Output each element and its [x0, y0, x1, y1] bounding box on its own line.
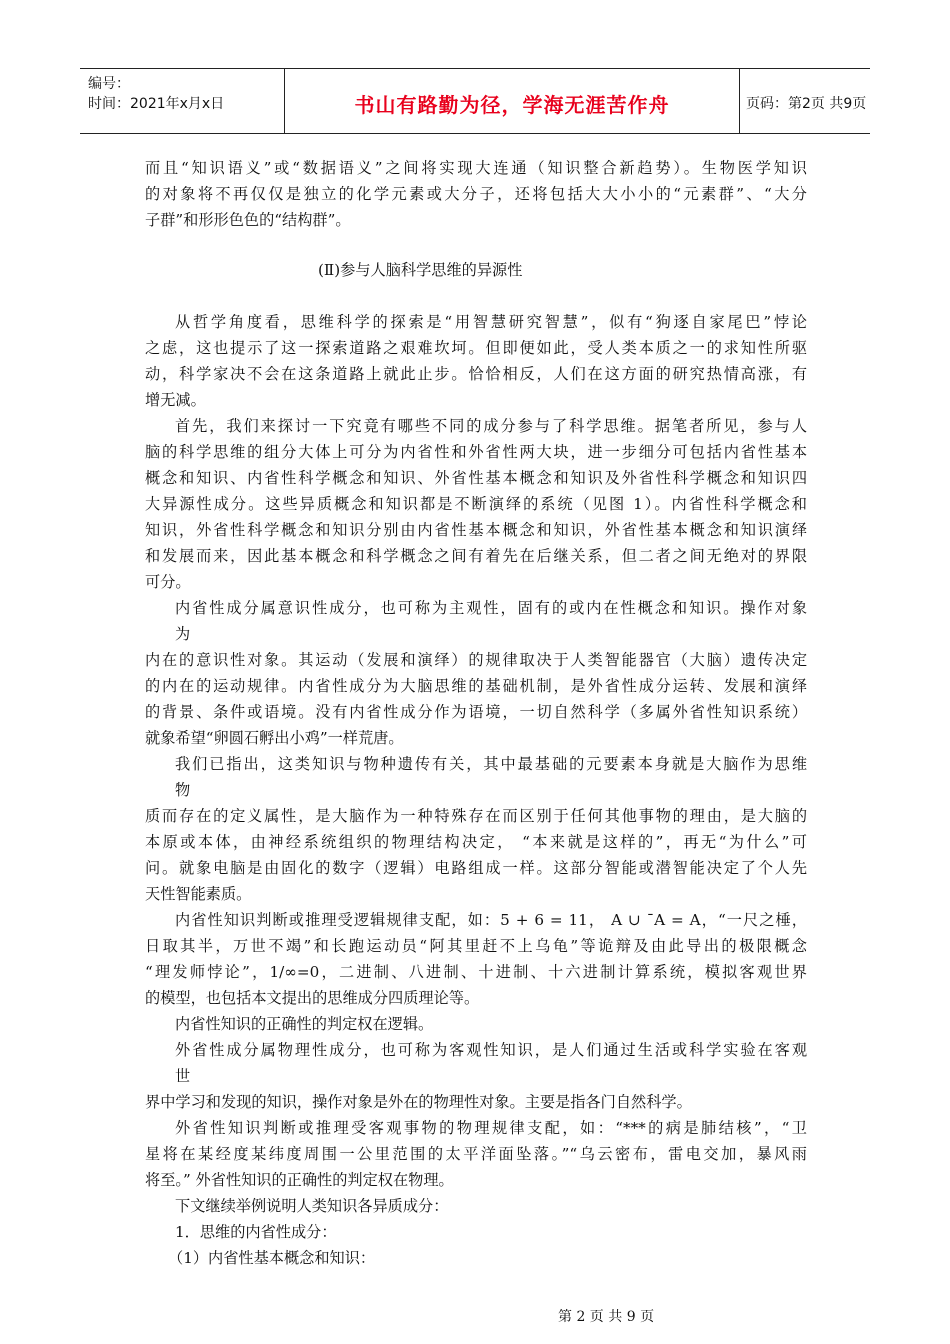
page-header	[80, 68, 870, 134]
text-line: 的内在的运动规律。内省性成分为大脑思维的基础机制，是外省性成分运转、发展和演绎	[145, 677, 807, 695]
text-line: 内在的意识性对象。其运动（发展和演绎）的规律取决于人类智能器官（大脑）遗传决定	[145, 651, 807, 669]
header-page-label: 页码：第2页 共9页	[746, 96, 867, 112]
text-line: 外省性知识判断或推理受客观事物的物理规律支配，如：“***的病是肺结核”，“卫	[175, 1119, 807, 1137]
text-line: 我们已指出，这类知识与物种遗传有关，其中最基础的元要素本身就是大脑作为思维	[175, 755, 807, 773]
header-motto: 书山有路勤为径，学海无涯苦作舟	[354, 93, 670, 117]
text-line: 之虑，这也提示了这一探索道路之艰难坎坷。但即便如此，受人类本质之一的求知性所驱	[145, 339, 807, 357]
text-line: 本原或本体，由神经系统组织的物理结构决定， “本来就是这样的”，再无“为什么”可	[145, 833, 807, 851]
text-line: 的模型，也包括本文提出的思维成分四质理论等。	[145, 989, 480, 1007]
text-line: 内省性成分属意识性成分，也可称为主观性，固有的或内在性概念和知识。操作对象	[175, 599, 807, 617]
text-line: 将至。” 外省性知识的正确性的判定权在物理。	[145, 1171, 454, 1189]
text-line: 为	[175, 625, 191, 643]
text-line: 首先，我们来探讨一下究竟有哪些不同的成分参与了科学思维。据笔者所见，参与人	[175, 417, 807, 435]
text-line: 脑的科学思维的组分大体上可分为内省性和外省性两大块，进一步细分可包括内省性基本	[145, 443, 807, 461]
text-line: 天性智能素质。	[145, 885, 252, 903]
text-line: 增无减。	[145, 391, 206, 409]
text-line: 下文继续举例说明人类知识各异质成分：	[175, 1197, 449, 1215]
text-line: 动，科学家决不会在这条道路上就此止步。恰恰相反，人们在这方面的研究热情高涨，有	[145, 365, 807, 383]
list-heading: 1．思维的内省性成分：	[175, 1223, 337, 1241]
text-line: “理发师悖论”，1/∞=0，二进制、八进制、十进制、十六进制计算系统，模拟客观世界	[145, 963, 807, 981]
text-line: 可分。	[145, 573, 191, 591]
header-meta-cell	[80, 69, 284, 133]
document-number-label: 编号：	[88, 76, 130, 92]
text-line: 和发展而来，因此基本概念和科学概念之间有着先在后继关系，但二者之间无绝对的界限	[145, 547, 807, 565]
text-line: 大异源性成分。这些异质概念和知识都是不断演绎的系统（见图 1）。内省性科学概念和	[145, 495, 807, 513]
text-line: 从哲学角度看，思维科学的探索是“用智慧研究智慧”，似有“狗逐自家尾巴”悖论	[175, 313, 807, 331]
header-page-cell	[738, 69, 870, 133]
text-line: 概念和知识、内省性科学概念和知识、外省性基本概念和知识及外省性科学概念和知识四	[145, 469, 807, 487]
text-line: 的对象将不再仅仅是独立的化学元素或大分子，还将包括大大小小的“元素群”、“大分	[145, 185, 807, 203]
header-motto-cell	[284, 69, 740, 133]
text-line: 日取其半，万世不竭”和长跑运动员“阿其里赶不上乌龟”等诡辩及由此导出的极限概念	[145, 937, 807, 955]
text-line: 的背景、条件或语境。没有内省性成分作为语境，一切自然科学（多属外省性知识系统）	[145, 703, 807, 721]
text-line: 内省性知识的正确性的判定权在逻辑。	[175, 1015, 434, 1033]
text-line: 质而存在的定义属性，是大脑作为一种特殊存在而区别于任何其他事物的理由，是大脑的	[145, 807, 807, 825]
document-time-label: 时间：2021年x月x日	[88, 96, 225, 112]
text-line: 而且“知识语义”或“数据语义”之间将实现大连通（知识整合新趋势）。生物医学知识	[145, 159, 807, 177]
text-line: 子群”和形形色色的“结构群”。	[145, 211, 351, 229]
text-line: 内省性知识判断或推理受逻辑规律支配，如：5 + 6 = 11， A ∪ ˉA = A，“一尺之棰，	[175, 911, 807, 929]
text-line: 星将在某经度某纬度周围一公里范围的太平洋面坠落。”“乌云密布，雷电交加，暴风雨	[145, 1145, 807, 1163]
section-heading: (Ⅱ)参与人脑科学思维的异源性	[318, 261, 523, 279]
text-line: 问。就象电脑是由固化的数字（逻辑）电路组成一样。这部分智能或潜智能决定了个人先	[145, 859, 807, 877]
text-line: 物	[175, 781, 191, 799]
text-line: 界中学习和发现的知识，操作对象是外在的物理性对象。主要是指各门自然科学。	[145, 1093, 692, 1111]
text-line: 外省性成分属物理性成分，也可称为客观性知识，是人们通过生活或科学实验在客观	[175, 1041, 807, 1059]
text-line: 世	[175, 1067, 191, 1085]
page-footer: 第 2 页 共 9 页	[558, 1309, 655, 1325]
list-subheading: （1）内省性基本概念和知识：	[168, 1249, 376, 1267]
text-line: 就象希望“卵圆石孵出小鸡”一样荒唐。	[145, 729, 404, 747]
text-line: 知识，外省性科学概念和知识分别由内省性基本概念和知识，外省性基本概念和知识演绎	[145, 521, 807, 539]
